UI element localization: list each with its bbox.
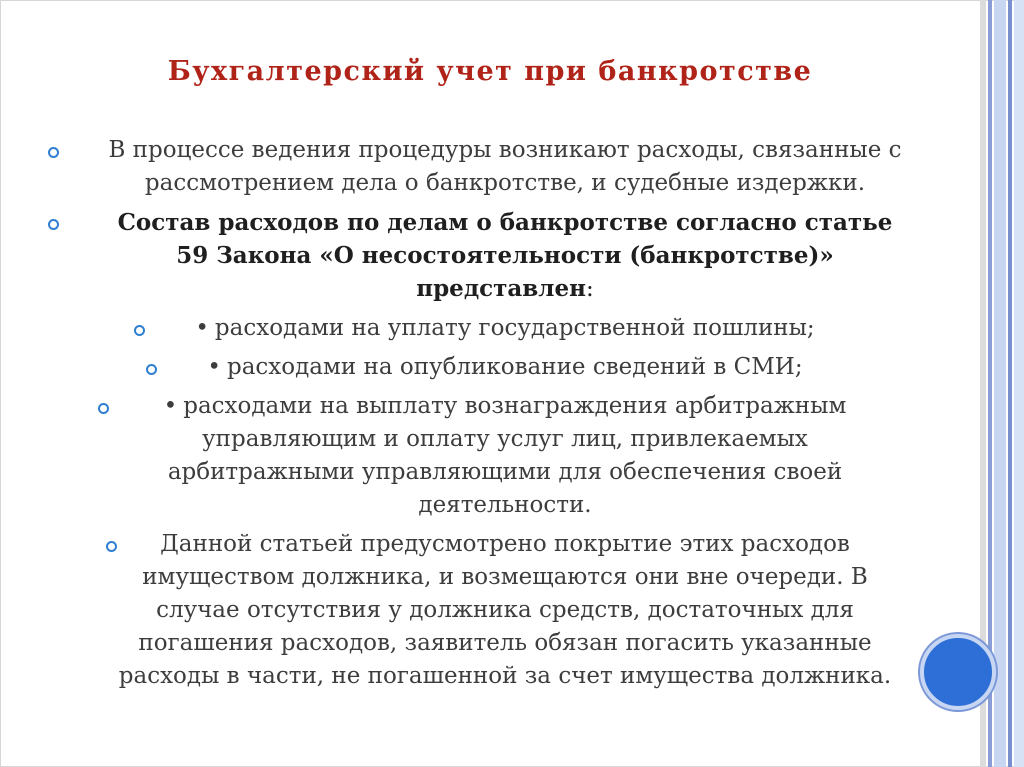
bullet-icon [146, 364, 157, 375]
list-item-text: представлен [416, 275, 586, 302]
list-item-text: рассмотрением дела о банкротстве, и судебные издержки. [144, 170, 866, 196]
slide-title: Бухгалтерский учет при банкротстве [167, 56, 813, 87]
bullet-icon [48, 219, 59, 230]
decor-circle [920, 634, 996, 710]
list-item-text-row [40, 390, 970, 423]
list-item-colon: : [585, 276, 594, 302]
list-item-text: 59 Закона «О несостоятельности (банкротстве)» [176, 242, 834, 269]
list-item-text: Данной статьей предусмотрено покрытие этих расходов [160, 531, 850, 557]
bullet-icon [98, 403, 109, 414]
list-item-text: случае отсутствия у должника средств, достаточных для [156, 597, 854, 623]
decor-stripe [1014, 0, 1024, 767]
list-item [40, 134, 970, 200]
list-item-text: имуществом должника, и возмещаются они вне очереди. В [142, 564, 868, 590]
list-item [40, 528, 970, 693]
dot-icon: • [195, 315, 209, 341]
list-item-text: погашения расходов, заявитель обязан погасить указанные [138, 630, 872, 656]
list-item-text: деятельности. [418, 492, 592, 518]
list-item [40, 390, 970, 522]
dot-icon: • [207, 354, 221, 380]
decor-stripe [1008, 0, 1012, 767]
list-item-text: арбитражными управляющими для обеспечения своей [167, 459, 843, 485]
list-item-text: расходами на уплату государственной пошлины; [214, 315, 815, 341]
slide-content [40, 134, 970, 699]
list-item-text: расходами на опубликование сведений в СМИ; [226, 354, 803, 380]
list-item-text: управляющим и оплату услуг лиц, привлекаемых [202, 426, 808, 452]
list-item-text: расходами на выплату вознаграждения арбитражным [183, 393, 847, 419]
list-item [40, 351, 970, 384]
bullet-icon [48, 147, 59, 158]
list-item-text: В процессе ведения процедуры возникают расходы, связанные с [108, 137, 902, 163]
list-item [40, 206, 970, 306]
list-item-text-row [40, 272, 970, 306]
list-item-text: Состав расходов по делам о банкротстве согласно статье [117, 209, 893, 236]
list-item-text-row [40, 351, 970, 384]
dot-icon: • [163, 393, 178, 419]
bullet-icon [134, 325, 145, 336]
decor-stripe [994, 0, 1006, 767]
list-item-text-row [40, 312, 970, 345]
list-item-text: расходы в части, не погашенной за счет имущества должника. [118, 663, 892, 689]
list-item [40, 312, 970, 345]
bullet-icon [106, 541, 117, 552]
